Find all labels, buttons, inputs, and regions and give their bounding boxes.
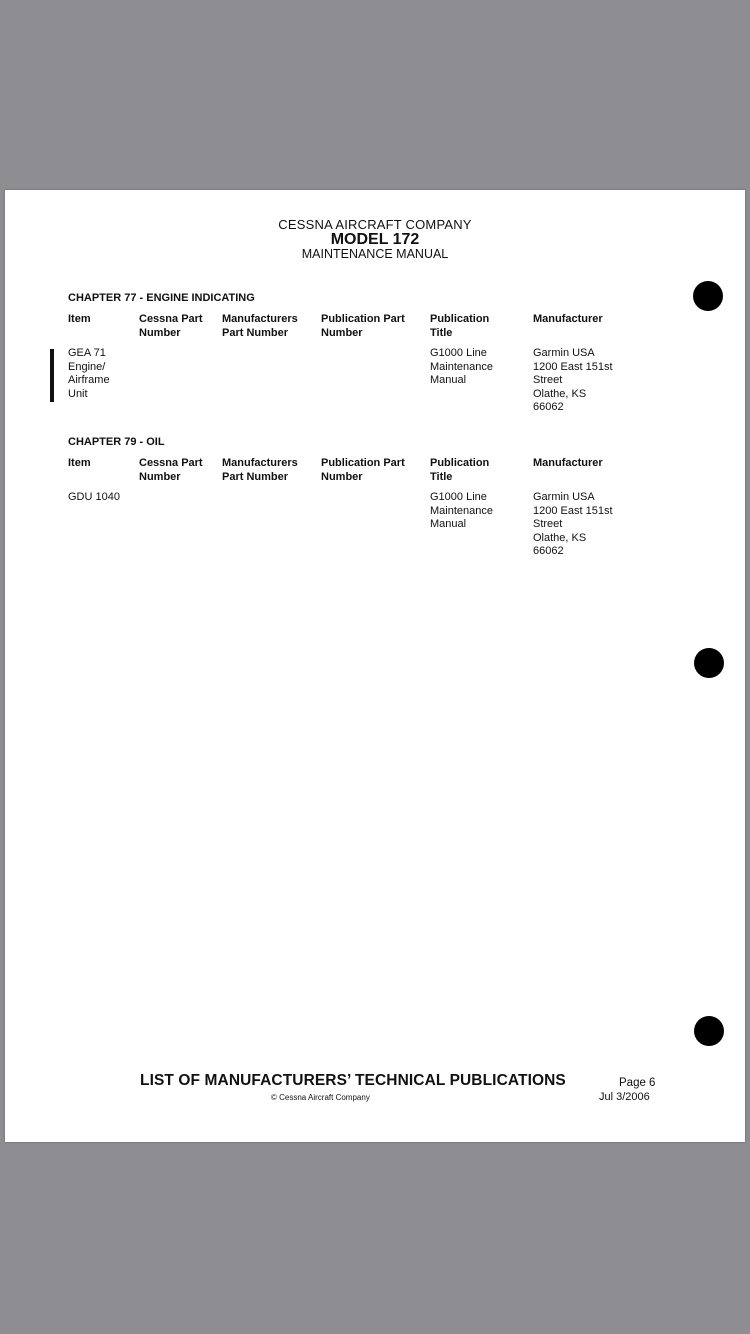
revision-date: Jul 3/2006: [599, 1091, 650, 1103]
header-cessna-part-number: Cessna Part Number: [139, 313, 203, 339]
header-item: Item: [68, 457, 91, 469]
header-publication-part-number: Publication Part Number: [321, 313, 405, 339]
manual-title: MAINTENANCE MANUAL: [301, 247, 449, 261]
row-publication-title: G1000 Line Maintenance Manual: [430, 491, 493, 530]
manual-page: [5, 190, 745, 1142]
header-cessna-part-number: Cessna Part Number: [139, 457, 203, 483]
footer-title: LIST OF MANUFACTURERS’ TECHNICAL PUBLICATIONS: [140, 1072, 566, 1089]
punch-hole: [693, 281, 723, 311]
header-manufacturers-part-number: Manufacturers Part Number: [222, 457, 298, 483]
header-manufacturer: Manufacturer: [533, 457, 603, 469]
header-item: Item: [68, 313, 91, 325]
punch-hole: [694, 1016, 724, 1046]
revision-change-bar: [50, 349, 54, 402]
row-manufacturer: Garmin USA 1200 East 151st Street Olathe, KS 66062: [533, 491, 613, 557]
model-title: MODEL 172: [330, 231, 420, 248]
header-publication-part-number: Publication Part Number: [321, 457, 405, 483]
row-item: GDU 1040: [68, 491, 120, 503]
header-publication-title: Publication Title: [430, 457, 490, 483]
chapter-77-title: CHAPTER 77 - ENGINE INDICATING: [68, 292, 255, 304]
row-publication-title: G1000 Line Maintenance Manual: [430, 347, 493, 386]
header-manufacturer: Manufacturer: [533, 313, 603, 325]
company-name: CESSNA AIRCRAFT COMPANY: [278, 217, 472, 232]
header-manufacturers-part-number: Manufacturers Part Number: [222, 313, 298, 339]
row-item: GEA 71 Engine/ Airframe Unit: [68, 347, 110, 400]
row-manufacturer: Garmin USA 1200 East 151st Street Olathe, KS 66062: [533, 347, 613, 413]
page-number: Page 6: [619, 1077, 656, 1089]
chapter-79-title: CHAPTER 79 - OIL: [68, 436, 165, 448]
footer-copyright: © Cessna Aircraft Company: [271, 1093, 370, 1102]
punch-hole: [694, 648, 724, 678]
header-publication-title: Publication Title: [430, 313, 490, 339]
